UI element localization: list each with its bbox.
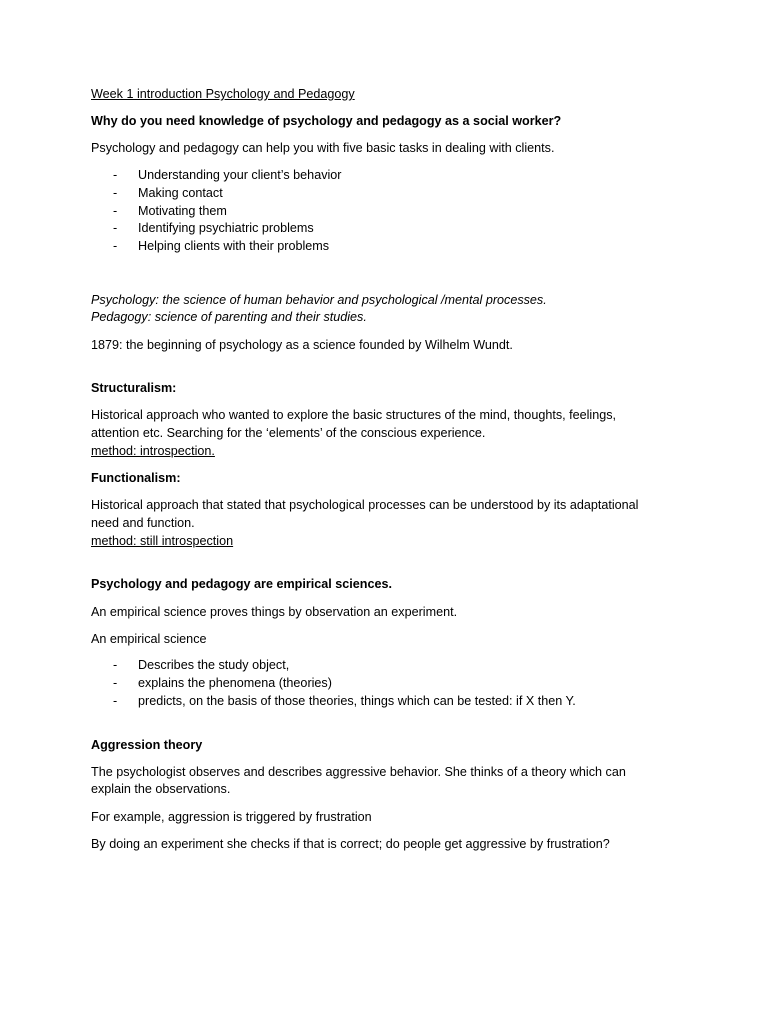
structuralism-method: method: introspection.: [91, 443, 215, 458]
bullet-dash: -: [113, 168, 118, 183]
aggression-experiment: By doing an experiment she checks if that is correct; do people get aggressive by frustration?: [91, 836, 610, 851]
pedagogy-definition: Pedagogy: science of parenting and their studies.: [91, 310, 367, 325]
main-question: Why do you need knowledge of psychology and pedagogy as a social worker?: [91, 114, 562, 129]
intro-paragraph: Psychology and pedagogy can help you with five basic tasks in dealing with clients.: [91, 141, 555, 156]
bullet-dash: -: [113, 203, 118, 218]
list-item: - predicts, on the basis of those theories, things which can be tested: if X then Y.: [91, 693, 691, 711]
bullet-dash: -: [113, 238, 118, 253]
functionalism-text-line: need and function.: [91, 515, 195, 530]
list-item: - Identifying psychiatric problems: [91, 220, 691, 238]
functionalism-text-line: Historical approach that stated that psychological processes can be understood by its adaptational: [91, 498, 639, 513]
empirical-list: [91, 657, 691, 710]
list-item: - Helping clients with their problems: [91, 238, 691, 256]
empirical-lead: An empirical science: [91, 631, 207, 646]
structuralism-text-line: Historical approach who wanted to explore the basic structures of the mind, thoughts, feelings,: [91, 408, 617, 423]
task-list: [91, 167, 691, 256]
history-note: 1879: the beginning of psychology as a science founded by Wilhelm Wundt.: [91, 337, 513, 352]
functionalism-method: method: still introspection: [91, 533, 234, 548]
bullet-dash: -: [113, 693, 118, 708]
list-item: - Describes the study object,: [91, 657, 691, 675]
aggression-text-line: explain the observations.: [91, 782, 231, 797]
bullet-dash: -: [113, 676, 118, 691]
list-item: - Making contact: [91, 185, 691, 203]
document-body: [91, 86, 691, 854]
aggression-heading: Aggression theory: [91, 737, 203, 752]
structuralism-heading: Structuralism:: [91, 381, 177, 396]
bullet-dash: -: [113, 221, 118, 236]
list-item: - Understanding your client’s behavior: [91, 167, 691, 185]
empirical-heading: Psychology and pedagogy are empirical sciences.: [91, 577, 392, 592]
aggression-text-line: The psychologist observes and describes aggressive behavior. She thinks of a theory which can: [91, 764, 626, 779]
aggression-example: For example, aggression is triggered by frustration: [91, 809, 372, 824]
list-item: - explains the phenomena (theories): [91, 675, 691, 693]
list-item: - Motivating them: [91, 203, 691, 221]
empirical-definition: An empirical science proves things by observation an experiment.: [91, 604, 458, 619]
structuralism-text-line: attention etc. Searching for the ‘elements’ of the conscious experience.: [91, 426, 486, 441]
bullet-dash: -: [113, 185, 118, 200]
document-title: Week 1 introduction Psychology and Pedagogy: [91, 87, 355, 101]
bullet-dash: -: [113, 658, 118, 673]
psychology-definition: Psychology: the science of human behavior and psychological /mental processes.: [91, 292, 547, 307]
functionalism-heading: Functionalism:: [91, 471, 181, 486]
